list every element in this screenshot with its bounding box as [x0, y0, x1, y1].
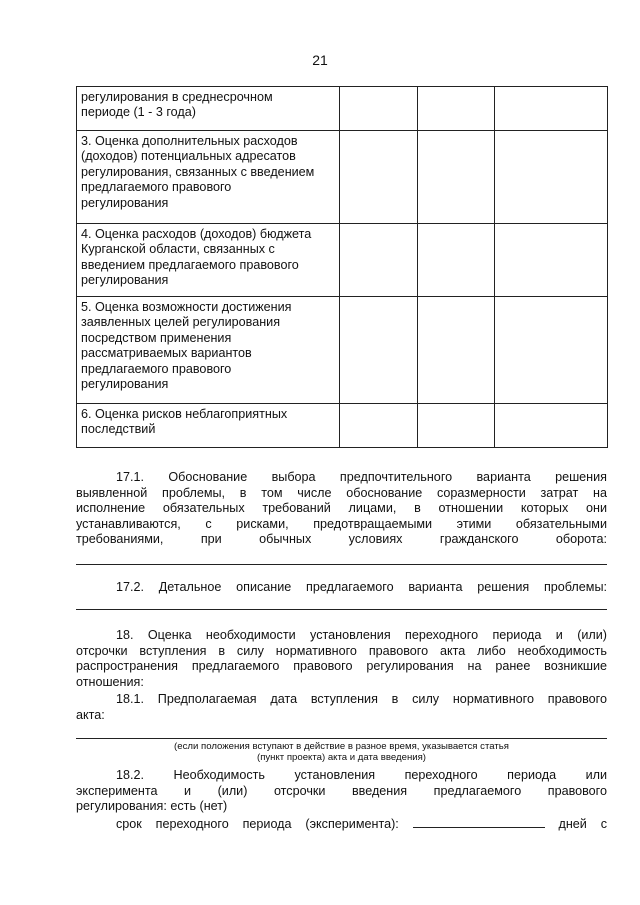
- blank-line-18-1[interactable]: [76, 738, 607, 739]
- evaluation-table: [76, 86, 608, 448]
- section-18-line: отсрочки вступления в силу нормативного правового акта либо необходимость: [76, 643, 607, 658]
- section-18-2: [76, 768, 607, 832]
- variant-cell[interactable]: [340, 297, 418, 404]
- table-row: [77, 297, 608, 404]
- section-17-1-line: устанавливаются, с рисками, предотвращаемыми этими обязательными: [76, 516, 607, 531]
- section-18-1: [76, 692, 607, 723]
- variant-cell[interactable]: [495, 224, 608, 297]
- section-18-2-line: 18.2. Необходимость установления переходного периода или: [116, 768, 607, 782]
- section-18-1-line: акта:: [76, 707, 105, 722]
- criterion-cell: [77, 131, 340, 224]
- table-row: [77, 131, 608, 224]
- blank-line-17-1[interactable]: [76, 564, 607, 565]
- page-number: 21: [312, 52, 328, 68]
- section-17-2-text: 17.2. Детальное описание предлагаемого варианта решения проблемы:: [116, 580, 607, 594]
- variant-cell[interactable]: [340, 87, 418, 131]
- footnote-line-2: (пункт проекта) акта и дата введения): [257, 752, 426, 763]
- section-17-1-line: выявленной проблемы, в том числе обоснование соразмерности затрат на: [76, 485, 607, 500]
- variant-cell[interactable]: [418, 131, 495, 224]
- criterion-text: 6. Оценка рисков неблагоприятных последствий: [81, 407, 288, 437]
- criterion-text: 5. Оценка возможности достижения заявленных целей регулирования посредством применения рассматриваемых вариантов предлагаемого правового регулирования: [81, 300, 292, 392]
- criterion-text: регулирования в среднесрочном периоде (1 - 3 года): [81, 90, 273, 120]
- term-days-field[interactable]: [413, 815, 545, 828]
- variant-cell[interactable]: [418, 404, 495, 448]
- section-18-line: распространения предлагаемого правового регулирования на ранее возникшие: [76, 659, 607, 674]
- section-18: [76, 628, 607, 690]
- blank-line-17-2[interactable]: [76, 609, 607, 610]
- criterion-text: 3. Оценка дополнительных расходов (доходов) потенциальных адресатов регулирования, связанных с введением предлагаемого правового регулирования: [81, 134, 315, 210]
- table-row: [77, 404, 608, 448]
- variant-cell[interactable]: [418, 87, 495, 131]
- table-row: [77, 224, 608, 297]
- criterion-cell: [77, 224, 340, 297]
- section-17-1: [76, 470, 607, 548]
- term-label: срок переходного периода (эксперимента):: [116, 816, 399, 831]
- variant-cell[interactable]: [495, 87, 608, 131]
- footnote-line-1: (если положения вступают в действие в разное время, указывается статья: [174, 741, 509, 752]
- section-18-2-line: эксперимента и (или) отсрочки введения предлагаемого правового: [76, 783, 607, 798]
- variant-cell[interactable]: [340, 131, 418, 224]
- section-18-line: отношения:: [76, 674, 144, 689]
- section-17-1-line: 17.1. Обоснование выбора предпочтительного варианта решения: [116, 470, 607, 484]
- term-line: [76, 815, 607, 833]
- criterion-cell: [77, 404, 340, 448]
- footnote: [76, 741, 607, 763]
- criterion-cell: [77, 297, 340, 404]
- variant-cell[interactable]: [495, 297, 608, 404]
- section-18-line: 18. Оценка необходимости установления переходного периода и (или): [116, 628, 607, 642]
- term-suffix: дней с: [558, 816, 607, 831]
- variant-cell[interactable]: [495, 131, 608, 224]
- section-17-1-line: требованиями, при обычных условиях гражданского оборота:: [76, 532, 607, 547]
- section-17-2: [76, 580, 607, 596]
- variant-cell[interactable]: [418, 297, 495, 404]
- variant-cell[interactable]: [418, 224, 495, 297]
- section-18-1-line: 18.1. Предполагаемая дата вступления в силу нормативного правового: [116, 692, 607, 706]
- variant-cell[interactable]: [340, 404, 418, 448]
- variant-cell[interactable]: [340, 224, 418, 297]
- section-17-1-line: исполнение обязательных требований лицами, в отношении которых они: [76, 501, 607, 516]
- table-row: [77, 87, 608, 131]
- criterion-cell: [77, 87, 340, 131]
- section-18-2-line: регулирования: есть (нет): [76, 799, 228, 814]
- criterion-text: 4. Оценка расходов (доходов) бюджета Курганской области, связанных с введением предлагаемого правового регулирования: [81, 227, 312, 288]
- variant-cell[interactable]: [495, 404, 608, 448]
